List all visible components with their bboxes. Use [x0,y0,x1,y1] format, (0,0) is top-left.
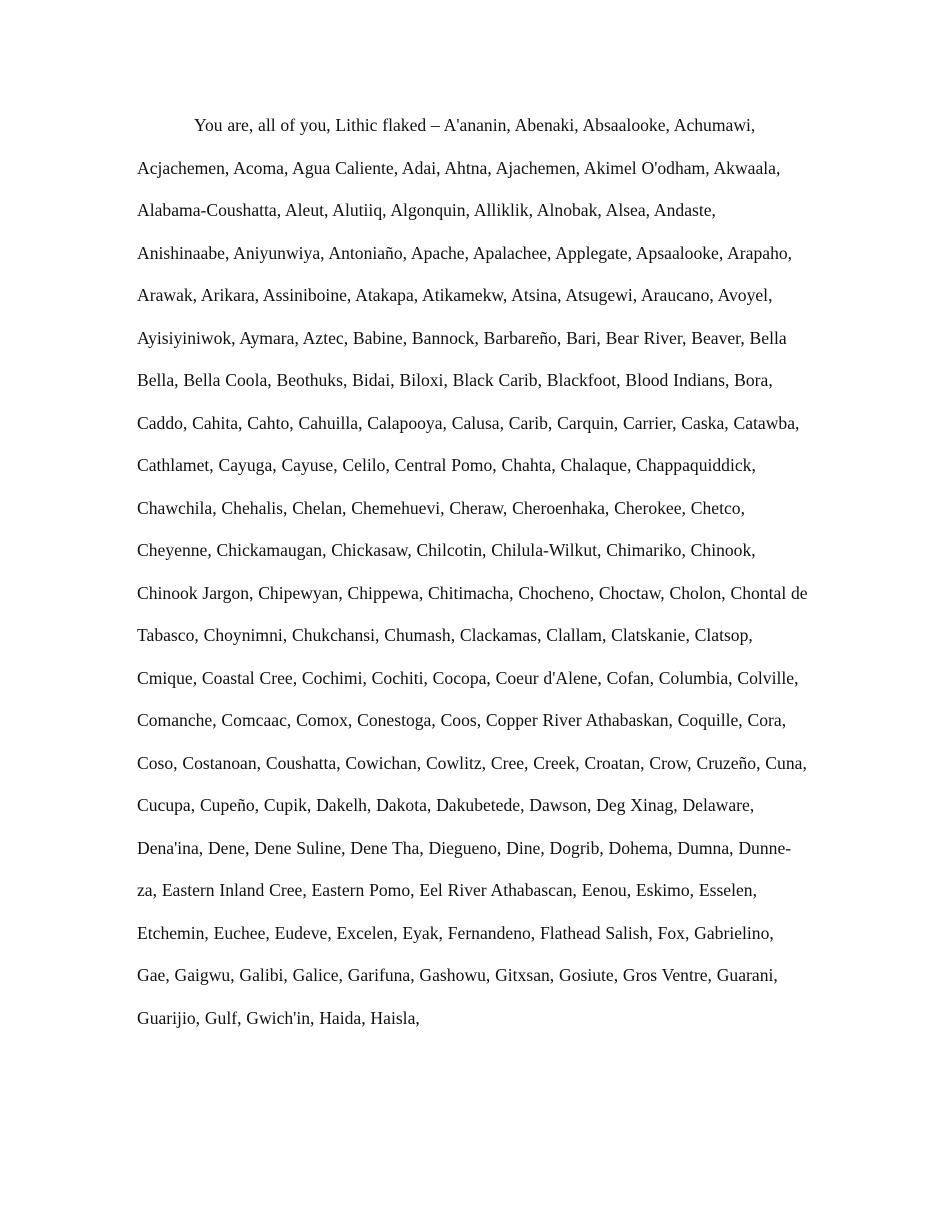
body-paragraph: You are, all of you, Lithic flaked – A'ananin, Abenaki, Absaalooke, Achumawi, Acjachemen, Acoma, Agua Caliente, Adai, Ahtna, Ajachemen, Akimel O'odham, Akwaala, Alabama-Coushatta, Aleut, Alutiiq, Algonquin, Alliklik, Alnobak, Alsea, Andaste, Anishinaabe, Aniyunwiya, Antoniaño, Apache, Apalachee, Applegate, Apsaalooke, Arapaho, Arawak, Arikara, Assiniboine, Atakapa, Atikamekw, Atsina, Atsugewi, Araucano, Avoyel, Ayisiyiniwok, Aymara, Aztec, Babine, Bannock, Barbareño, Bari, Bear River, Beaver, Bella Bella, Bella Coola, Beothuks, Bidai, Biloxi, Black Carib, Blackfoot, Blood Indians, Bora, Caddo, Cahita, Cahto, Cahuilla, Calapooya, Calusa, Carib, Carquin, Carrier, Caska, Catawba, Cathlamet, Cayuga, Cayuse, Celilo, Central Pomo, Chahta, Chalaque, Chappaquiddick, Chawchila, Chehalis, Chelan, Chemehuevi, Cheraw, Cheroenhaka, Cherokee, Chetco, Cheyenne, Chickamaugan, Chickasaw, Chilcotin, Chilula-Wilkut, Chimariko, Chinook, Chinook Jargon, Chipewyan, Chippewa, Chitimacha, Chocheno, Choctaw, Cholon, Chontal de Tabasco, Choynimni, Chukchansi, Chumash, Clackamas, Clallam, Clatskanie, Clatsop, Cmique, Coastal Cree, Cochimi, Cochiti, Cocopa, Coeur d'Alene, Cofan, Columbia, Colville, Comanche, Comcaac, Comox, Conestoga, Coos, Copper River Athabaskan, Coquille, Cora, Coso, Costanoan, Coushatta, Cowichan, Cowlitz, Cree, Creek, Croatan, Crow, Cruzeño, Cuna, Cucupa, Cupeño, Cupik, Dakelh, Dakota, Dakubetede, Dawson, Deg Xinag, Delaware, Dena'ina, Dene, Dene Suline, Dene Tha, Diegueno, Dine, Dogrib, Dohema, Dumna, Dunne-za, Eastern Inland Cree, Eastern Pomo, Eel River Athabascan, Eenou, Eskimo, Esselen, Etchemin, Euchee, Eudeve, Excelen, Eyak, Fernandeno, Flathead Salish, Fox, Gabrielino, Gae, Gaigwu, Galibi, Galice, Garifuna, Gashowu, Gitxsan, Gosiute, Gros Ventre, Guarani, Guarijio, Gulf, Gwich'in, Haida, Haisla, [137,115,808,1028]
document-text-block [137,104,809,1039]
